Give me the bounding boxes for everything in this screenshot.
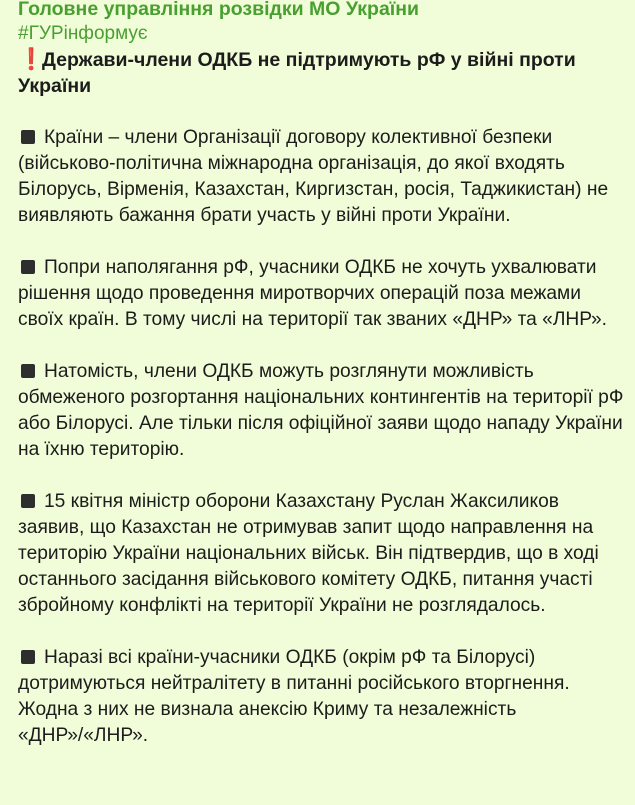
headline-text: Держави-члени ОДКБ не підтримують рФ у війні проти України [18, 49, 576, 97]
black-square-icon [21, 494, 35, 508]
paragraph-3 [18, 359, 625, 463]
paragraph-2 [18, 255, 625, 333]
paragraph-1 [18, 125, 625, 229]
message-headline [18, 47, 625, 99]
paragraph-text: Країни – члени Організації договору колективної безпеки (військово-політична міжнародна організація, до якої входять Білорусь, Вірменія, Казахстан, Киргизстан, росія, Таджикистан) не виявляють бажання брати участь у війні проти України. [18, 127, 609, 226]
paragraph-text: 15 квітня міністр оборони Казахстану Руслан Жаксиликов заявив, що Казахстан не отримував запит щодо направлення на територію України національних військ. Він підтвердив, що в ході останнього засідання військового комітету ОДКБ, питання участі збройному конфлікті на території України не розглядалось. [18, 491, 599, 616]
paragraph-4 [18, 489, 625, 619]
black-square-icon [21, 364, 35, 378]
black-square-icon [21, 130, 35, 144]
hashtag-link[interactable]: #ГУРінформує [18, 23, 148, 44]
paragraph-text: Попри наполягання рФ, учасники ОДКБ не хочуть ухвалювати рішення щодо проведення миротворчих операцій поза межами своїх країн. В тому числі на території так званих «ДНР» та «ЛНР». [18, 257, 608, 330]
paragraph-text: Натомість, члени ОДКБ можуть розглянути можливість обмеженого розгортання національних контингентів на території рФ або Білорусі. Але тільки після офіційної заяви щодо нападу України на їхню територію. [18, 361, 624, 460]
black-square-icon [21, 650, 35, 664]
black-square-icon [21, 260, 35, 274]
exclamation-icon: ❗ [18, 48, 45, 71]
channel-name[interactable]: Головне управління розвідки МО України [18, 0, 420, 20]
paragraph-5 [18, 645, 625, 749]
paragraph-text: Наразі всі країни-учасники ОДКБ (окрім рФ та Білорусі) дотримуються нейтралітету в питанні російського вторгнення. Жодна з них не визнала анексію Криму та незалежність «ДНР»/«ЛНР». [18, 647, 570, 746]
